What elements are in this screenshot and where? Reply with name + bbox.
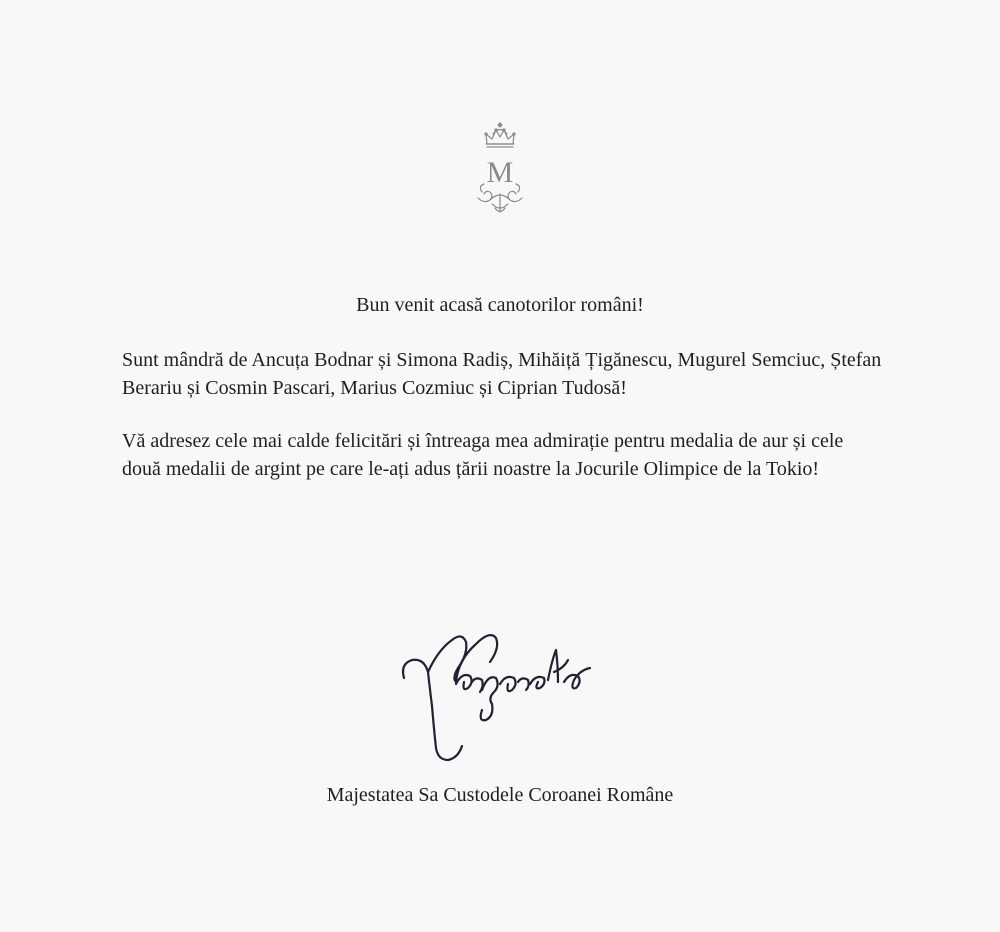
crown-monogram-icon <box>472 120 528 216</box>
royal-monogram <box>472 120 528 216</box>
letter-closing: Majestatea Sa Custodele Coroanei Române <box>326 784 674 806</box>
letter-paragraph-1: Sunt mândră de Ancuța Bodnar și Simona Radiș, Mihăiță Țigănescu, Mugurel Semciuc, Ștefan Berariu și Cosmin Pascari, Marius Cozmiuc și Ciprian Tudosă! <box>122 349 882 399</box>
letter-paragraph-2: Vă adresez cele mai calde felicitări și întreaga mea admirație pentru medalia de aur și cele două medalii de argint pe care le-ați adus țării noastre la Jocurile Olimpice de la Tokio! <box>122 430 844 480</box>
handwritten-signature-icon <box>396 620 606 765</box>
signature <box>396 620 606 765</box>
monogram-letter: M <box>486 156 514 189</box>
letter-greeting: Bun venit acasă canotorilor români! <box>356 294 644 316</box>
